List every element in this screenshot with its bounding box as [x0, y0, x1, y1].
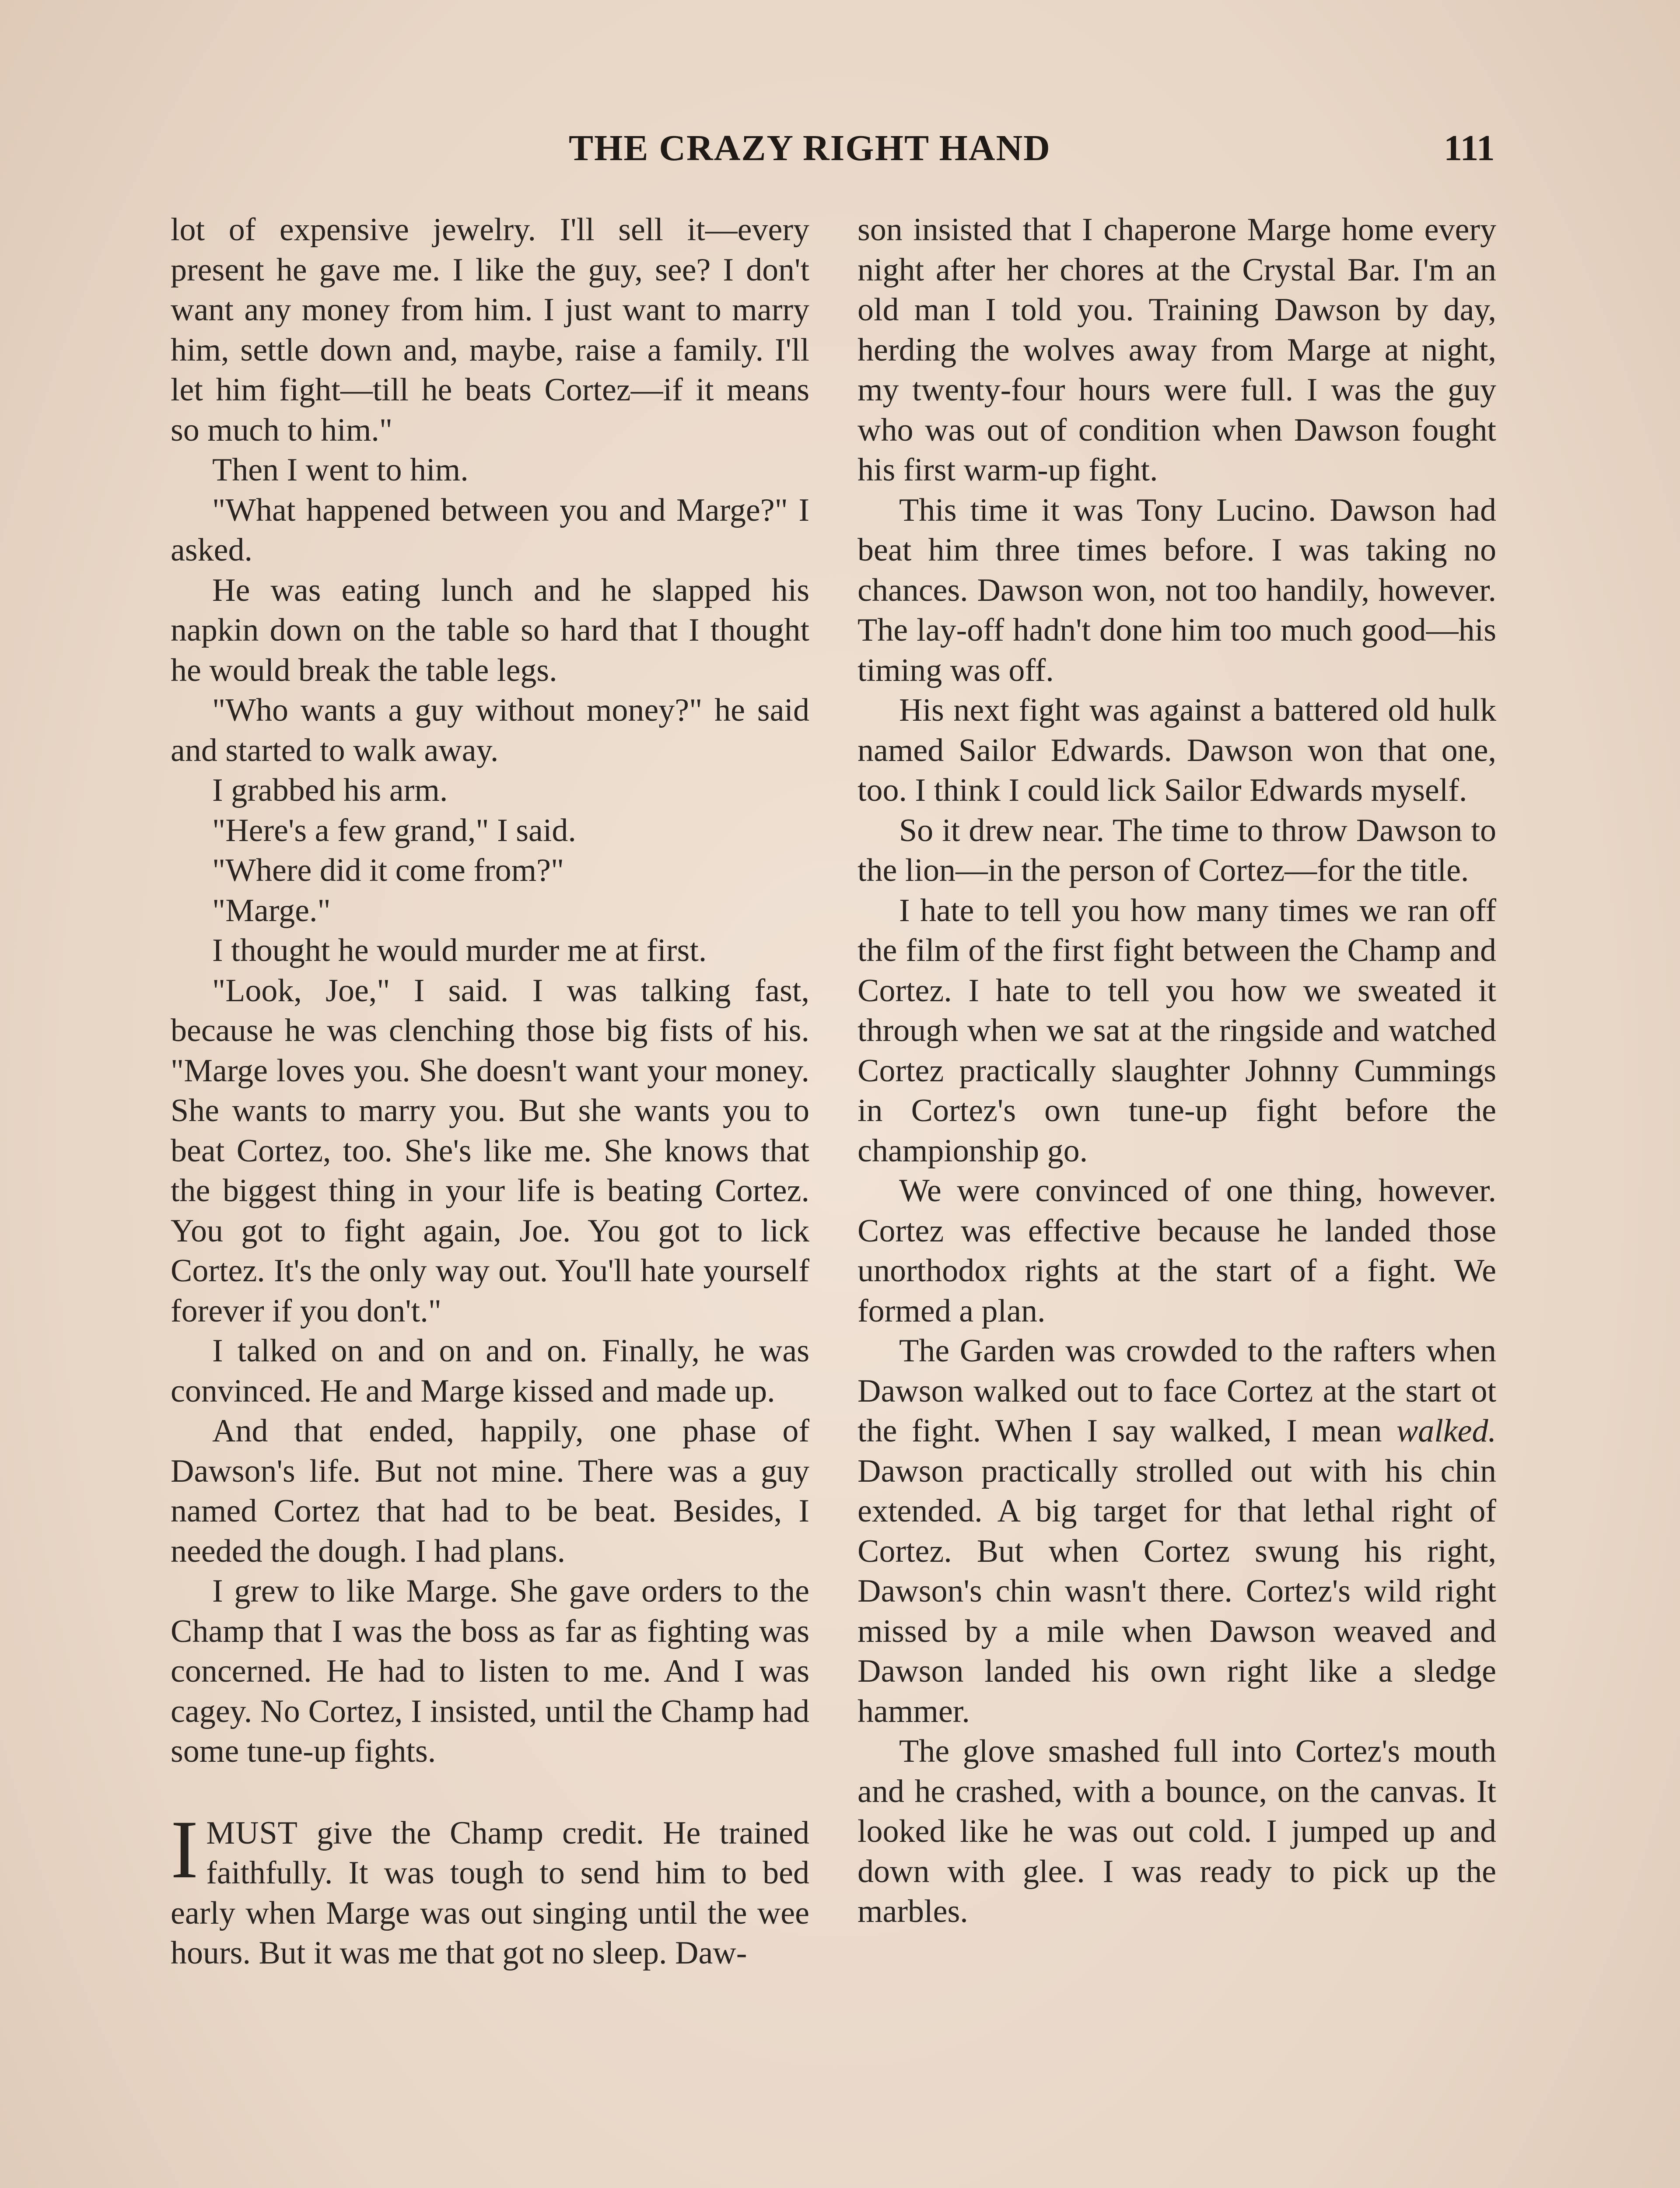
emphasized-word: walked. — [1396, 1413, 1496, 1449]
paragraph: Then I went to him. — [212, 452, 469, 488]
drop-cap: I — [171, 1803, 199, 1896]
small-caps-lead: MUST — [206, 1815, 298, 1851]
running-head-title: THE CRAZY RIGHT HAND — [569, 128, 1051, 168]
paragraph: "Where did it come from?" — [212, 852, 564, 888]
paragraph: "What happened between you and Marge?" I asked. — [171, 492, 809, 568]
paragraph: I thought he would murder me at first. — [212, 933, 707, 968]
paragraph: I grew to like Marge. She gave orders to the Champ that I was the boss as far as fighting was concerned. He had to listen to me. And I was cagey. No Cortez, I insisted, until the Champ had some tune-up fights. — [171, 1573, 809, 1769]
paragraph: "Here's a few grand," I said. — [212, 812, 576, 849]
paragraph-text: Dawson practically strolled out with his chin extended. A big target for that lethal right of Cortez. But when Cortez swung his right, Dawson's chin wasn't there. Cortez's wild right missed by a mile when Dawson weaved and Dawson landed his own right like a sledge hammer. — [858, 1453, 1496, 1729]
paragraph: I talked on and on and on. Finally, he was convinced. He and Marge kissed and made up. — [171, 1333, 809, 1409]
paragraph: We were convinced of one thing, however. Cortez was effective because he landed those unorthodox rights at the start of a fight. We formed a plan. — [858, 1173, 1496, 1329]
page-number: 111 — [1444, 128, 1495, 168]
paragraph: And that ended, happily, one phase of Dawson's life. But not mine. There was a guy named Cortez that had to be beat. Besides, I needed the dough. I had plans. — [171, 1413, 809, 1569]
paragraph: He was eating lunch and he slapped his napkin down on the table so hard that I thought he would break the table legs. — [171, 572, 809, 688]
paragraph: "Look, Joe," I said. I was talking fast, because he was clenching those big fists of his. "Marge loves you. She doesn't want your money. She wants to marry you. But she wants you to beat Cortez, too. She's like me. She knows that the biggest thing in your life is beating Cortez. You got to fight again, Joe. You got to lick Cortez. It's the only way out. You'll hate yourself forever if you don't." — [171, 972, 809, 1329]
paragraph: "Who wants a guy without money?" he said and started to walk away. — [171, 692, 809, 768]
paragraph: I hate to tell you how many times we ran off the film of the first fight between the Champ and Cortez. I hate to tell you how we sweated it through when we sat at the ringside and watched Cortez practically slaughter Johnny Cummings in Cortez's own tune-up fight before the championship go. — [858, 892, 1496, 1169]
paragraph: "Marge." — [212, 892, 331, 929]
paragraph: This time it was Tony Lucino. Dawson had beat him three times before. I was taking no chances. Dawson won, not too handily, however. The lay-off hadn't done him too much good—his timing was off. — [858, 492, 1496, 688]
paragraph: The glove smashed full into Cortez's mouth and he crashed, with a bounce, on the canvas. It looked like he was out cold. I jumped up and down with glee. I was ready to pick up the marbles. — [858, 1733, 1496, 1929]
paragraph: lot of expensive jewelry. I'll sell it—every present he gave me. I like the guy, see? I don't want any money from him. I just want to marry him, settle down and, maybe, raise a family. I'll let him fight—till he beats Cortez—if it means so much to him." — [171, 212, 809, 448]
left-text-column — [171, 210, 809, 1974]
paragraph-text: give the Champ credit. He trained faithfully. It was tough to send him to bed early when Marge was out singing until the wee hours. But it was me that got no sleep. Daw- — [171, 1815, 809, 1971]
right-text-column — [858, 210, 1496, 1932]
paragraph: His next fight was against a battered old hulk named Sailor Edwards. Dawson won that one, too. I think I could lick Sailor Edwards myself. — [858, 692, 1496, 808]
paragraph — [858, 1331, 1496, 1732]
paragraph: So it drew near. The time to throw Dawson to the lion—in the person of Cortez—for the title. — [858, 812, 1496, 888]
paragraph: I grabbed his arm. — [212, 772, 448, 808]
paragraph-text: The Garden was crowded to the rafters when Dawson walked out to face Cortez at the start ot the fight. When I say walked, I mean — [858, 1333, 1496, 1449]
section-opening-paragraph — [171, 1803, 809, 1974]
paragraph: son insisted that I chaperone Marge home every night after her chores at the Crystal Bar. I'm an old man I told you. Training Dawson by day, herding the wolves away from Marge at night, my twenty-four hours were full. I was the guy who was out of condition when Dawson fought his first warm-up fight. — [858, 212, 1496, 488]
